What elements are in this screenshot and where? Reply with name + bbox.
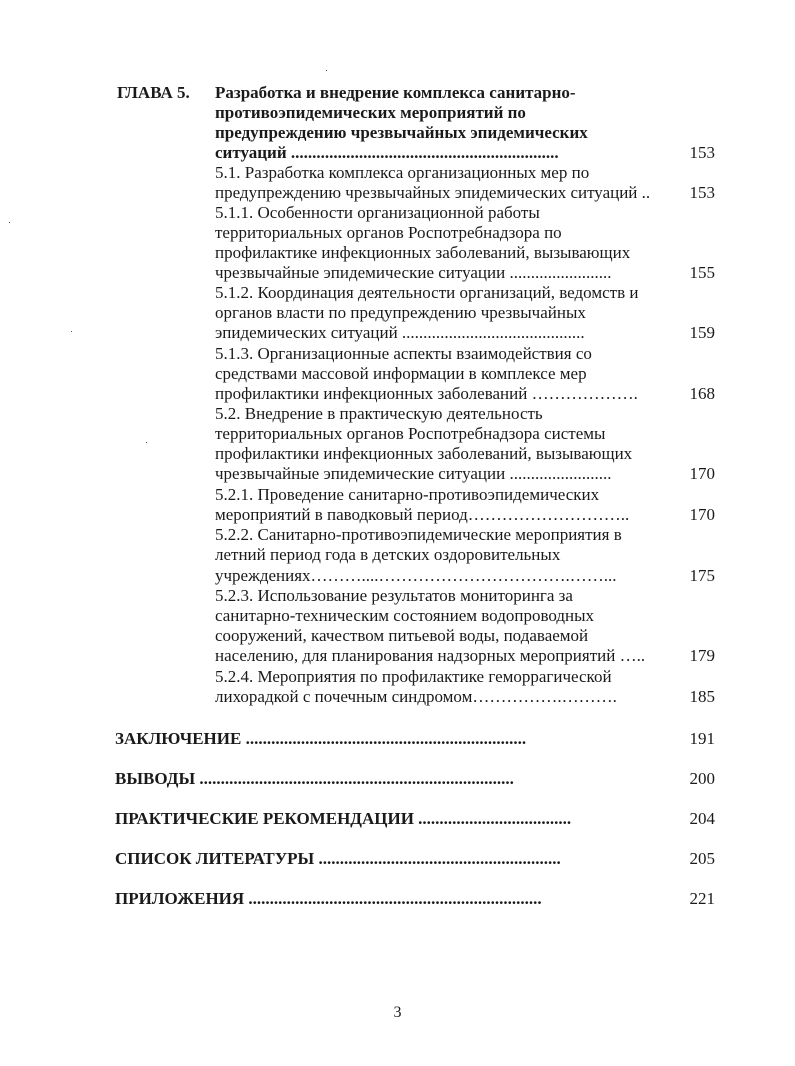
section-title: ПРИЛОЖЕНИЯ ..................................................................... (115, 889, 542, 908)
toc-entry-line: лихорадкой с почечным синдромом…………….………. (215, 687, 617, 706)
toc-entry-line: 5.1.3. Организационные аспекты взаимодействия со (215, 344, 592, 363)
section-title: СПИСОК ЛИТЕРАТУРЫ ......................................................... (115, 849, 561, 868)
toc-entry-line: чрезвычайные эпидемические ситуации ........................ (215, 464, 612, 483)
toc-entry-line: 5.1.1. Особенности организационной работы (215, 203, 540, 222)
toc-entry-line: 5.2.4. Мероприятия по профилактике геморрагической (215, 667, 612, 686)
section-title: ВЫВОДЫ .......................................................................... (115, 769, 514, 788)
section-title: ПРАКТИЧЕСКИЕ РЕКОМЕНДАЦИИ .................................... (115, 809, 572, 828)
section-page: 191 (689, 729, 715, 748)
toc-entry-line: чрезвычайные эпидемические ситуации ........................ (215, 263, 612, 282)
section-page: 205 (689, 849, 715, 868)
toc-entry-page: 179 (689, 646, 715, 665)
chapter-page: 153 (689, 143, 715, 162)
chapter-title-line: ситуаций ............................................................... (215, 143, 559, 162)
toc-entry-line: профилактики инфекционных заболеваний, вызывающих (215, 444, 633, 463)
toc-entry-line: 5.1. Разработка комплекса организационных мер по (215, 163, 590, 182)
toc-entry-line: сооружений, качеством питьевой воды, подаваемой (215, 626, 589, 645)
toc-entry-line: территориальных органов Роспотребнадзора системы (215, 424, 606, 443)
toc-entry-page: 170 (689, 464, 715, 483)
scan-speck (9, 222, 10, 223)
toc-entry-line: 5.2. Внедрение в практическую деятельность (215, 404, 543, 423)
toc-entry-page: 159 (689, 323, 715, 342)
scan-speck (326, 70, 327, 71)
toc-entry-line: мероприятий в паводковый период……………………….. (215, 505, 630, 524)
toc-entry-line: населению, для планирования надзорных мероприятий ….. (215, 646, 646, 665)
chapter-title-line: предупреждению чрезвычайных эпидемических (215, 123, 588, 142)
toc-entry-page: 170 (689, 505, 715, 524)
toc-entry-line: 5.2.2. Санитарно-противоэпидемические мероприятия в (215, 525, 622, 544)
chapter-title-line: противоэпидемических мероприятий по (215, 103, 526, 122)
toc-entry-line: профилактике инфекционных заболеваний, вызывающих (215, 243, 631, 262)
toc-entry-line: территориальных органов Роспотребнадзора по (215, 223, 562, 242)
toc-entry-line: предупреждению чрезвычайных эпидемических ситуаций .. (215, 183, 651, 202)
scan-speck (146, 442, 147, 443)
toc-entry-page: 153 (689, 183, 715, 202)
toc-entry-page: 185 (689, 687, 715, 706)
section-page: 221 (689, 889, 715, 908)
section-page: 200 (689, 769, 715, 788)
toc-entry-line: учреждениях………....…………………………….……... (215, 566, 617, 585)
toc-entry-page: 175 (689, 566, 715, 585)
toc-entry-page: 155 (689, 263, 715, 282)
toc-entry-page: 168 (689, 384, 715, 403)
toc-entry-line: летний период года в детских оздоровительных (215, 545, 561, 564)
section-page: 204 (689, 809, 715, 828)
toc-entry-line: профилактики инфекционных заболеваний ………………. (215, 384, 638, 403)
chapter-label: ГЛАВА 5. (117, 83, 190, 102)
toc-entry-line: эпидемических ситуаций ........................................... (215, 323, 585, 342)
toc-entry-line: 5.2.1. Проведение санитарно-противоэпидемических (215, 485, 600, 504)
section-title: ЗАКЛЮЧЕНИЕ .................................................................. (115, 729, 527, 748)
page-number: 3 (393, 1004, 402, 1021)
toc-entry-line: органов власти по предупреждению чрезвычайных (215, 303, 586, 322)
toc-entry-line: средствами массовой информации в комплексе мер (215, 364, 587, 383)
toc-entry-line: 5.1.2. Координация деятельности организаций, ведомств и (215, 283, 639, 302)
scan-speck (71, 331, 72, 332)
toc-entry-line: 5.2.3. Использование результатов мониторинга за (215, 586, 573, 605)
toc-entry-line: санитарно-техническим состоянием водопроводных (215, 606, 595, 625)
chapter-title-line: Разработка и внедрение комплекса санитарно- (215, 83, 576, 102)
